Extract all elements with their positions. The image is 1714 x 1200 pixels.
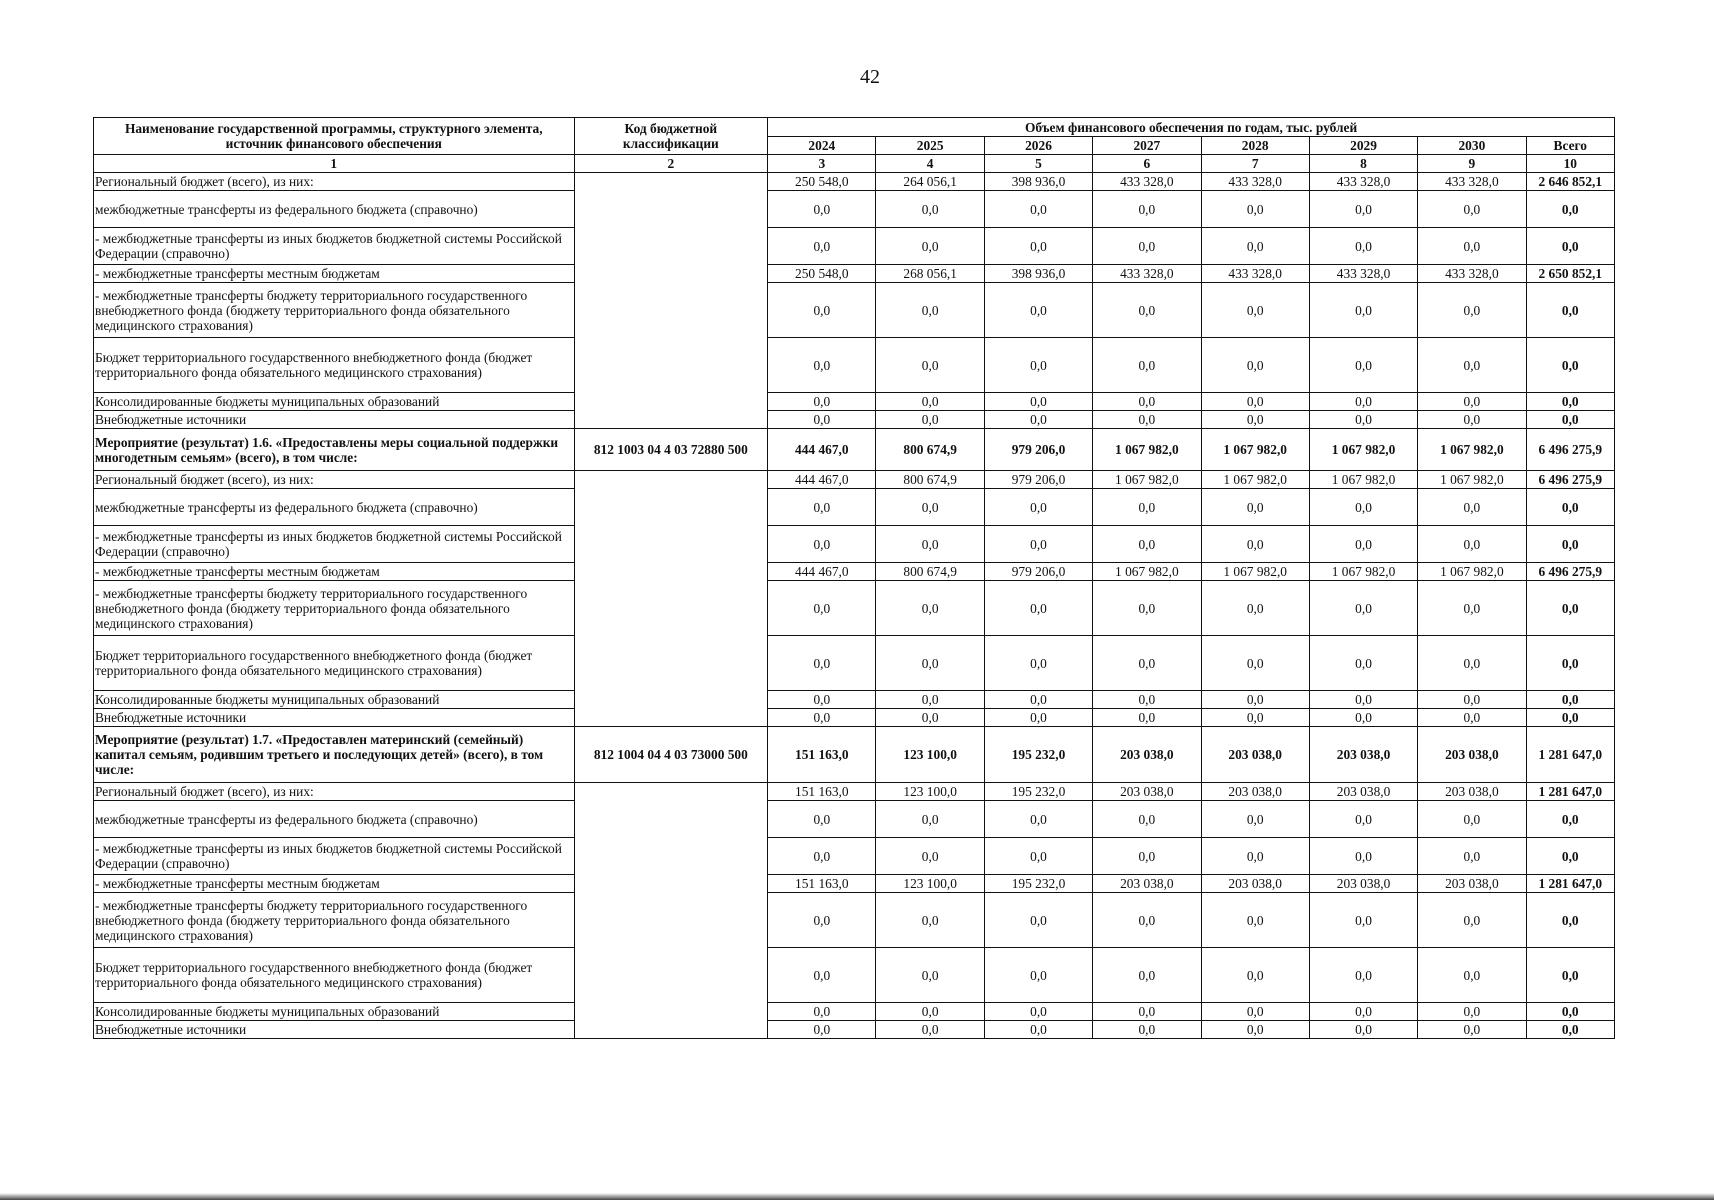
year-value-cell: 123 100,0 — [876, 727, 984, 783]
year-value-cell: 0,0 — [768, 691, 876, 709]
column-number-cell: 2 — [574, 155, 768, 173]
table-row — [94, 801, 1615, 838]
year-value-cell: 0,0 — [1093, 948, 1201, 1003]
year-value-cell: 0,0 — [984, 283, 1092, 338]
year-value-cell: 0,0 — [1418, 393, 1526, 411]
header-year-cell: 2028 — [1201, 137, 1309, 155]
year-value-cell: 0,0 — [768, 228, 876, 265]
year-value-cell: 0,0 — [1309, 801, 1417, 838]
year-value-cell: 444 467,0 — [768, 429, 876, 471]
year-value-cell: 800 674,9 — [876, 429, 984, 471]
year-value-cell: 0,0 — [1418, 1003, 1526, 1021]
year-value-cell: 0,0 — [1418, 691, 1526, 709]
table-row — [94, 228, 1615, 265]
row-name-cell: межбюджетные трансферты из федерального бюджета (справочно) — [94, 191, 575, 228]
year-value-cell: 268 056,1 — [876, 265, 984, 283]
year-value-cell: 444 467,0 — [768, 563, 876, 581]
total-value-cell: 0,0 — [1526, 948, 1614, 1003]
year-value-cell: 0,0 — [1093, 801, 1201, 838]
year-value-cell: 151 163,0 — [768, 727, 876, 783]
total-value-cell: 0,0 — [1526, 526, 1614, 563]
year-value-cell: 0,0 — [1309, 691, 1417, 709]
year-value-cell: 0,0 — [1309, 581, 1417, 636]
year-value-cell: 250 548,0 — [768, 265, 876, 283]
year-value-cell: 0,0 — [1201, 228, 1309, 265]
year-value-cell: 0,0 — [984, 948, 1092, 1003]
table-row — [94, 691, 1615, 709]
row-name-cell: - межбюджетные трансферты из иных бюджетов бюджетной системы Российской Федерации (справочно) — [94, 838, 575, 875]
table-row — [94, 875, 1615, 893]
row-name-cell: Мероприятие (результат) 1.6. «Предоставлены меры социальной поддержки многодетным семьям» (всего), в том числе: — [94, 429, 575, 471]
year-value-cell: 0,0 — [1418, 801, 1526, 838]
year-value-cell: 151 163,0 — [768, 875, 876, 893]
year-value-cell: 0,0 — [1418, 1021, 1526, 1039]
year-value-cell: 203 038,0 — [1093, 875, 1201, 893]
header-year-cell: 2024 — [768, 137, 876, 155]
year-value-cell: 800 674,9 — [876, 471, 984, 489]
year-value-cell: 0,0 — [984, 1021, 1092, 1039]
year-value-cell: 0,0 — [984, 709, 1092, 727]
year-value-cell: 0,0 — [984, 228, 1092, 265]
row-name-cell: Внебюджетные источники — [94, 1021, 575, 1039]
year-value-cell: 195 232,0 — [984, 875, 1092, 893]
year-value-cell: 0,0 — [1201, 636, 1309, 691]
year-value-cell: 0,0 — [1093, 526, 1201, 563]
year-value-cell: 0,0 — [768, 948, 876, 1003]
table-row — [94, 338, 1615, 393]
budget-code-cell: 812 1004 04 4 03 73000 500 — [574, 727, 768, 783]
year-value-cell: 0,0 — [876, 411, 984, 429]
year-value-cell: 0,0 — [984, 893, 1092, 948]
row-name-cell: Бюджет территориального государственного внебюджетного фонда (бюджет территориального фонда обязательного медицинского страхования) — [94, 338, 575, 393]
total-value-cell: 1 281 647,0 — [1526, 875, 1614, 893]
year-value-cell: 0,0 — [1201, 893, 1309, 948]
year-value-cell: 0,0 — [1309, 489, 1417, 526]
scan-edge-shadow — [0, 1193, 1714, 1200]
table-header — [94, 118, 1615, 173]
year-value-cell: 123 100,0 — [876, 875, 984, 893]
year-value-cell: 203 038,0 — [1201, 727, 1309, 783]
year-value-cell: 0,0 — [984, 801, 1092, 838]
total-value-cell: 0,0 — [1526, 283, 1614, 338]
total-value-cell: 0,0 — [1526, 228, 1614, 265]
year-value-cell: 433 328,0 — [1309, 173, 1417, 191]
year-value-cell: 0,0 — [876, 393, 984, 411]
year-value-cell: 0,0 — [1418, 489, 1526, 526]
table-row — [94, 526, 1615, 563]
year-value-cell: 0,0 — [1201, 191, 1309, 228]
year-value-cell: 0,0 — [768, 526, 876, 563]
year-value-cell: 1 067 982,0 — [1309, 563, 1417, 581]
table-row — [94, 709, 1615, 727]
year-value-cell: 433 328,0 — [1201, 173, 1309, 191]
year-value-cell: 1 067 982,0 — [1201, 429, 1309, 471]
year-value-cell: 0,0 — [1201, 691, 1309, 709]
row-name-cell: Бюджет территориального государственного внебюджетного фонда (бюджет территориального фонда обязательного медицинского страхования) — [94, 636, 575, 691]
table-row — [94, 489, 1615, 526]
total-value-cell: 0,0 — [1526, 1021, 1614, 1039]
year-value-cell: 1 067 982,0 — [1418, 429, 1526, 471]
year-value-cell: 0,0 — [768, 1021, 876, 1039]
budget-code-cell — [574, 173, 768, 429]
year-value-cell: 0,0 — [876, 838, 984, 875]
total-value-cell: 0,0 — [1526, 581, 1614, 636]
year-value-cell: 0,0 — [1309, 1021, 1417, 1039]
year-value-cell: 0,0 — [768, 338, 876, 393]
year-value-cell: 0,0 — [768, 283, 876, 338]
row-name-cell: - межбюджетные трансферты бюджету территориального государственного внебюджетного фонда (бюджету территориального фонда обязательного медицинского страхования) — [94, 283, 575, 338]
year-value-cell: 0,0 — [984, 1003, 1092, 1021]
total-value-cell: 0,0 — [1526, 393, 1614, 411]
year-value-cell: 0,0 — [984, 489, 1092, 526]
year-value-cell: 203 038,0 — [1309, 727, 1417, 783]
header-year-cell: 2025 — [876, 137, 984, 155]
year-value-cell: 0,0 — [876, 228, 984, 265]
year-value-cell: 0,0 — [876, 636, 984, 691]
row-name-cell: межбюджетные трансферты из федерального бюджета (справочно) — [94, 489, 575, 526]
year-value-cell: 0,0 — [1201, 526, 1309, 563]
year-value-cell: 203 038,0 — [1309, 783, 1417, 801]
row-name-cell: Консолидированные бюджеты муниципальных образований — [94, 1003, 575, 1021]
year-value-cell: 0,0 — [1418, 709, 1526, 727]
year-value-cell: 0,0 — [1093, 838, 1201, 875]
year-value-cell: 203 038,0 — [1201, 875, 1309, 893]
year-value-cell: 0,0 — [768, 393, 876, 411]
year-value-cell: 0,0 — [1093, 283, 1201, 338]
year-value-cell: 203 038,0 — [1201, 783, 1309, 801]
table-row — [94, 393, 1615, 411]
total-value-cell: 6 496 275,9 — [1526, 429, 1614, 471]
year-value-cell: 0,0 — [768, 801, 876, 838]
year-value-cell: 0,0 — [768, 709, 876, 727]
year-value-cell: 0,0 — [984, 393, 1092, 411]
year-value-cell: 0,0 — [876, 1021, 984, 1039]
year-value-cell: 1 067 982,0 — [1309, 429, 1417, 471]
year-value-cell: 1 067 982,0 — [1093, 429, 1201, 471]
total-value-cell: 6 496 275,9 — [1526, 471, 1614, 489]
year-value-cell: 264 056,1 — [876, 173, 984, 191]
table-row — [94, 783, 1615, 801]
year-value-cell: 195 232,0 — [984, 727, 1092, 783]
year-value-cell: 433 328,0 — [1418, 173, 1526, 191]
year-value-cell: 203 038,0 — [1418, 875, 1526, 893]
table-row — [94, 948, 1615, 1003]
year-value-cell: 0,0 — [1093, 228, 1201, 265]
total-value-cell: 1 281 647,0 — [1526, 783, 1614, 801]
year-value-cell: 0,0 — [1309, 636, 1417, 691]
year-value-cell: 0,0 — [1093, 1021, 1201, 1039]
budget-code-cell — [574, 471, 768, 727]
year-value-cell: 0,0 — [768, 893, 876, 948]
year-value-cell: 0,0 — [1418, 948, 1526, 1003]
total-value-cell: 0,0 — [1526, 691, 1614, 709]
total-value-cell: 1 281 647,0 — [1526, 727, 1614, 783]
year-value-cell: 0,0 — [768, 1003, 876, 1021]
table-row — [94, 411, 1615, 429]
year-value-cell: 0,0 — [1418, 636, 1526, 691]
year-value-cell: 0,0 — [876, 801, 984, 838]
year-value-cell: 0,0 — [1309, 411, 1417, 429]
year-value-cell: 0,0 — [1418, 526, 1526, 563]
year-value-cell: 0,0 — [1309, 228, 1417, 265]
year-value-cell: 203 038,0 — [1309, 875, 1417, 893]
year-value-cell: 0,0 — [876, 526, 984, 563]
financing-table — [93, 117, 1615, 1039]
table-row — [94, 173, 1615, 191]
year-value-cell: 0,0 — [1093, 893, 1201, 948]
year-value-cell: 979 206,0 — [984, 471, 1092, 489]
year-value-cell: 0,0 — [1309, 1003, 1417, 1021]
year-value-cell: 151 163,0 — [768, 783, 876, 801]
year-value-cell: 0,0 — [1093, 411, 1201, 429]
year-value-cell: 0,0 — [1309, 709, 1417, 727]
column-number-cell: 5 — [984, 155, 1092, 173]
table-row — [94, 471, 1615, 489]
year-value-cell: 0,0 — [876, 691, 984, 709]
year-value-cell: 979 206,0 — [984, 563, 1092, 581]
table-row — [94, 265, 1615, 283]
year-value-cell: 444 467,0 — [768, 471, 876, 489]
year-value-cell: 0,0 — [1418, 283, 1526, 338]
year-value-cell: 0,0 — [1201, 948, 1309, 1003]
year-value-cell: 0,0 — [1093, 393, 1201, 411]
year-value-cell: 0,0 — [984, 338, 1092, 393]
year-value-cell: 0,0 — [768, 489, 876, 526]
year-value-cell: 0,0 — [768, 838, 876, 875]
page-number: 42 — [860, 66, 880, 88]
year-value-cell: 0,0 — [876, 191, 984, 228]
year-value-cell: 0,0 — [1309, 893, 1417, 948]
year-value-cell: 0,0 — [1309, 948, 1417, 1003]
year-value-cell: 1 067 982,0 — [1418, 471, 1526, 489]
table-body — [94, 173, 1615, 1039]
total-value-cell: 0,0 — [1526, 1003, 1614, 1021]
year-value-cell: 0,0 — [1093, 691, 1201, 709]
header-volume-cell: Объем финансового обеспечения по годам, тыс. рублей — [768, 118, 1615, 137]
year-value-cell: 0,0 — [984, 581, 1092, 636]
year-value-cell: 203 038,0 — [1093, 783, 1201, 801]
row-name-cell: Региональный бюджет (всего), из них: — [94, 783, 575, 801]
year-value-cell: 0,0 — [876, 581, 984, 636]
year-value-cell: 0,0 — [1201, 801, 1309, 838]
total-value-cell: 0,0 — [1526, 411, 1614, 429]
header-total-cell: Всего — [1526, 137, 1614, 155]
year-value-cell: 0,0 — [768, 581, 876, 636]
year-value-cell: 0,0 — [1201, 1003, 1309, 1021]
total-value-cell: 2 646 852,1 — [1526, 173, 1614, 191]
year-value-cell: 1 067 982,0 — [1093, 563, 1201, 581]
table-row — [94, 581, 1615, 636]
financing-table-container — [93, 117, 1615, 1039]
row-name-cell: Региональный бюджет (всего), из них: — [94, 471, 575, 489]
row-name-cell: - межбюджетные трансферты из иных бюджетов бюджетной системы Российской Федерации (справочно) — [94, 228, 575, 265]
year-value-cell: 1 067 982,0 — [1309, 471, 1417, 489]
year-value-cell: 123 100,0 — [876, 783, 984, 801]
year-value-cell: 0,0 — [876, 948, 984, 1003]
year-value-cell: 0,0 — [1309, 393, 1417, 411]
header-name-cell: Наименование государственной программы, структурного элемента, источник финансового обеспечения — [94, 118, 575, 155]
column-number-cell: 4 — [876, 155, 984, 173]
year-value-cell: 0,0 — [1201, 581, 1309, 636]
column-number-cell: 9 — [1418, 155, 1526, 173]
year-value-cell: 0,0 — [876, 893, 984, 948]
year-value-cell: 0,0 — [1093, 338, 1201, 393]
year-value-cell: 0,0 — [1418, 838, 1526, 875]
column-number-cell: 7 — [1201, 155, 1309, 173]
header-code-cell: Код бюджетной классификации — [574, 118, 768, 155]
header-year-cell: 2026 — [984, 137, 1092, 155]
year-value-cell: 0,0 — [876, 709, 984, 727]
year-value-cell: 0,0 — [1093, 191, 1201, 228]
year-value-cell: 433 328,0 — [1093, 265, 1201, 283]
year-value-cell: 0,0 — [1418, 228, 1526, 265]
year-value-cell: 0,0 — [984, 526, 1092, 563]
column-number-cell: 1 — [94, 155, 575, 173]
row-name-cell: - межбюджетные трансферты бюджету территориального государственного внебюджетного фонда (бюджету территориального фонда обязательного медицинского страхования) — [94, 581, 575, 636]
year-value-cell: 433 328,0 — [1418, 265, 1526, 283]
total-value-cell: 0,0 — [1526, 893, 1614, 948]
year-value-cell: 0,0 — [1418, 581, 1526, 636]
row-name-cell: - межбюджетные трансферты бюджету территориального государственного внебюджетного фонда (бюджету территориального фонда обязательного медицинского страхования) — [94, 893, 575, 948]
row-name-cell: межбюджетные трансферты из федерального бюджета (справочно) — [94, 801, 575, 838]
year-value-cell: 0,0 — [768, 411, 876, 429]
row-name-cell: Бюджет территориального государственного внебюджетного фонда (бюджет территориального фонда обязательного медицинского страхования) — [94, 948, 575, 1003]
year-value-cell: 0,0 — [1201, 1021, 1309, 1039]
year-value-cell: 0,0 — [1093, 489, 1201, 526]
total-value-cell: 2 650 852,1 — [1526, 265, 1614, 283]
row-name-cell: Консолидированные бюджеты муниципальных образований — [94, 691, 575, 709]
column-number-cell: 10 — [1526, 155, 1614, 173]
year-value-cell: 0,0 — [1201, 838, 1309, 875]
year-value-cell: 0,0 — [1093, 581, 1201, 636]
total-value-cell: 0,0 — [1526, 489, 1614, 526]
year-value-cell: 0,0 — [1201, 411, 1309, 429]
year-value-cell: 0,0 — [1309, 838, 1417, 875]
year-value-cell: 0,0 — [1201, 709, 1309, 727]
year-value-cell: 433 328,0 — [1201, 265, 1309, 283]
year-value-cell: 979 206,0 — [984, 429, 1092, 471]
year-value-cell: 203 038,0 — [1093, 727, 1201, 783]
year-value-cell: 398 936,0 — [984, 265, 1092, 283]
row-name-cell: Внебюджетные источники — [94, 411, 575, 429]
year-value-cell: 0,0 — [1309, 283, 1417, 338]
year-value-cell: 1 067 982,0 — [1201, 563, 1309, 581]
year-value-cell: 0,0 — [1309, 526, 1417, 563]
year-value-cell: 0,0 — [1201, 489, 1309, 526]
year-value-cell: 800 674,9 — [876, 563, 984, 581]
table-row — [94, 727, 1615, 783]
year-value-cell: 0,0 — [984, 691, 1092, 709]
row-name-cell: - межбюджетные трансферты из иных бюджетов бюджетной системы Российской Федерации (справочно) — [94, 526, 575, 563]
total-value-cell: 6 496 275,9 — [1526, 563, 1614, 581]
year-value-cell: 433 328,0 — [1093, 173, 1201, 191]
budget-code-cell — [574, 783, 768, 1039]
total-value-cell: 0,0 — [1526, 338, 1614, 393]
table-row — [94, 1021, 1615, 1039]
year-value-cell: 0,0 — [876, 489, 984, 526]
table-row — [94, 429, 1615, 471]
year-value-cell: 0,0 — [1309, 191, 1417, 228]
total-value-cell: 0,0 — [1526, 191, 1614, 228]
year-value-cell: 250 548,0 — [768, 173, 876, 191]
table-row — [94, 893, 1615, 948]
header-year-cell: 2027 — [1093, 137, 1201, 155]
row-name-cell: - межбюджетные трансферты местным бюджетам — [94, 875, 575, 893]
year-value-cell: 0,0 — [1093, 709, 1201, 727]
year-value-cell: 1 067 982,0 — [1201, 471, 1309, 489]
year-value-cell: 0,0 — [1418, 411, 1526, 429]
row-name-cell: Мероприятие (результат) 1.7. «Предоставлен материнский (семейный) капитал семьям, родившим третьего и последующих детей» (всего), в том числе: — [94, 727, 575, 783]
header-year-cell: 2030 — [1418, 137, 1526, 155]
table-row — [94, 1003, 1615, 1021]
row-name-cell: Региональный бюджет (всего), из них: — [94, 173, 575, 191]
table-row — [94, 563, 1615, 581]
year-value-cell: 0,0 — [1418, 191, 1526, 228]
column-number-cell: 8 — [1309, 155, 1417, 173]
row-name-cell: - межбюджетные трансферты местным бюджетам — [94, 563, 575, 581]
total-value-cell: 0,0 — [1526, 838, 1614, 875]
year-value-cell: 0,0 — [768, 191, 876, 228]
year-value-cell: 433 328,0 — [1309, 265, 1417, 283]
table-row — [94, 838, 1615, 875]
row-name-cell: Внебюджетные источники — [94, 709, 575, 727]
year-value-cell: 0,0 — [1201, 393, 1309, 411]
year-value-cell: 0,0 — [1418, 893, 1526, 948]
year-value-cell: 0,0 — [1418, 338, 1526, 393]
total-value-cell: 0,0 — [1526, 636, 1614, 691]
year-value-cell: 0,0 — [1093, 636, 1201, 691]
header-year-cell: 2029 — [1309, 137, 1417, 155]
column-number-cell: 3 — [768, 155, 876, 173]
year-value-cell: 0,0 — [876, 338, 984, 393]
year-value-cell: 0,0 — [876, 283, 984, 338]
total-value-cell: 0,0 — [1526, 801, 1614, 838]
year-value-cell: 195 232,0 — [984, 783, 1092, 801]
year-value-cell: 0,0 — [876, 1003, 984, 1021]
row-name-cell: - межбюджетные трансферты местным бюджетам — [94, 265, 575, 283]
year-value-cell: 203 038,0 — [1418, 783, 1526, 801]
budget-code-cell: 812 1003 04 4 03 72880 500 — [574, 429, 768, 471]
year-value-cell: 203 038,0 — [1418, 727, 1526, 783]
year-value-cell: 0,0 — [984, 838, 1092, 875]
year-value-cell: 0,0 — [768, 636, 876, 691]
year-value-cell: 1 067 982,0 — [1093, 471, 1201, 489]
year-value-cell: 0,0 — [1309, 338, 1417, 393]
row-name-cell: Консолидированные бюджеты муниципальных образований — [94, 393, 575, 411]
year-value-cell: 398 936,0 — [984, 173, 1092, 191]
year-value-cell: 0,0 — [1201, 338, 1309, 393]
year-value-cell: 0,0 — [1093, 1003, 1201, 1021]
year-value-cell: 1 067 982,0 — [1418, 563, 1526, 581]
year-value-cell: 0,0 — [984, 411, 1092, 429]
year-value-cell: 0,0 — [984, 636, 1092, 691]
table-row — [94, 191, 1615, 228]
total-value-cell: 0,0 — [1526, 709, 1614, 727]
table-row — [94, 283, 1615, 338]
year-value-cell: 0,0 — [1201, 283, 1309, 338]
year-value-cell: 0,0 — [984, 191, 1092, 228]
column-number-cell: 6 — [1093, 155, 1201, 173]
table-row — [94, 636, 1615, 691]
